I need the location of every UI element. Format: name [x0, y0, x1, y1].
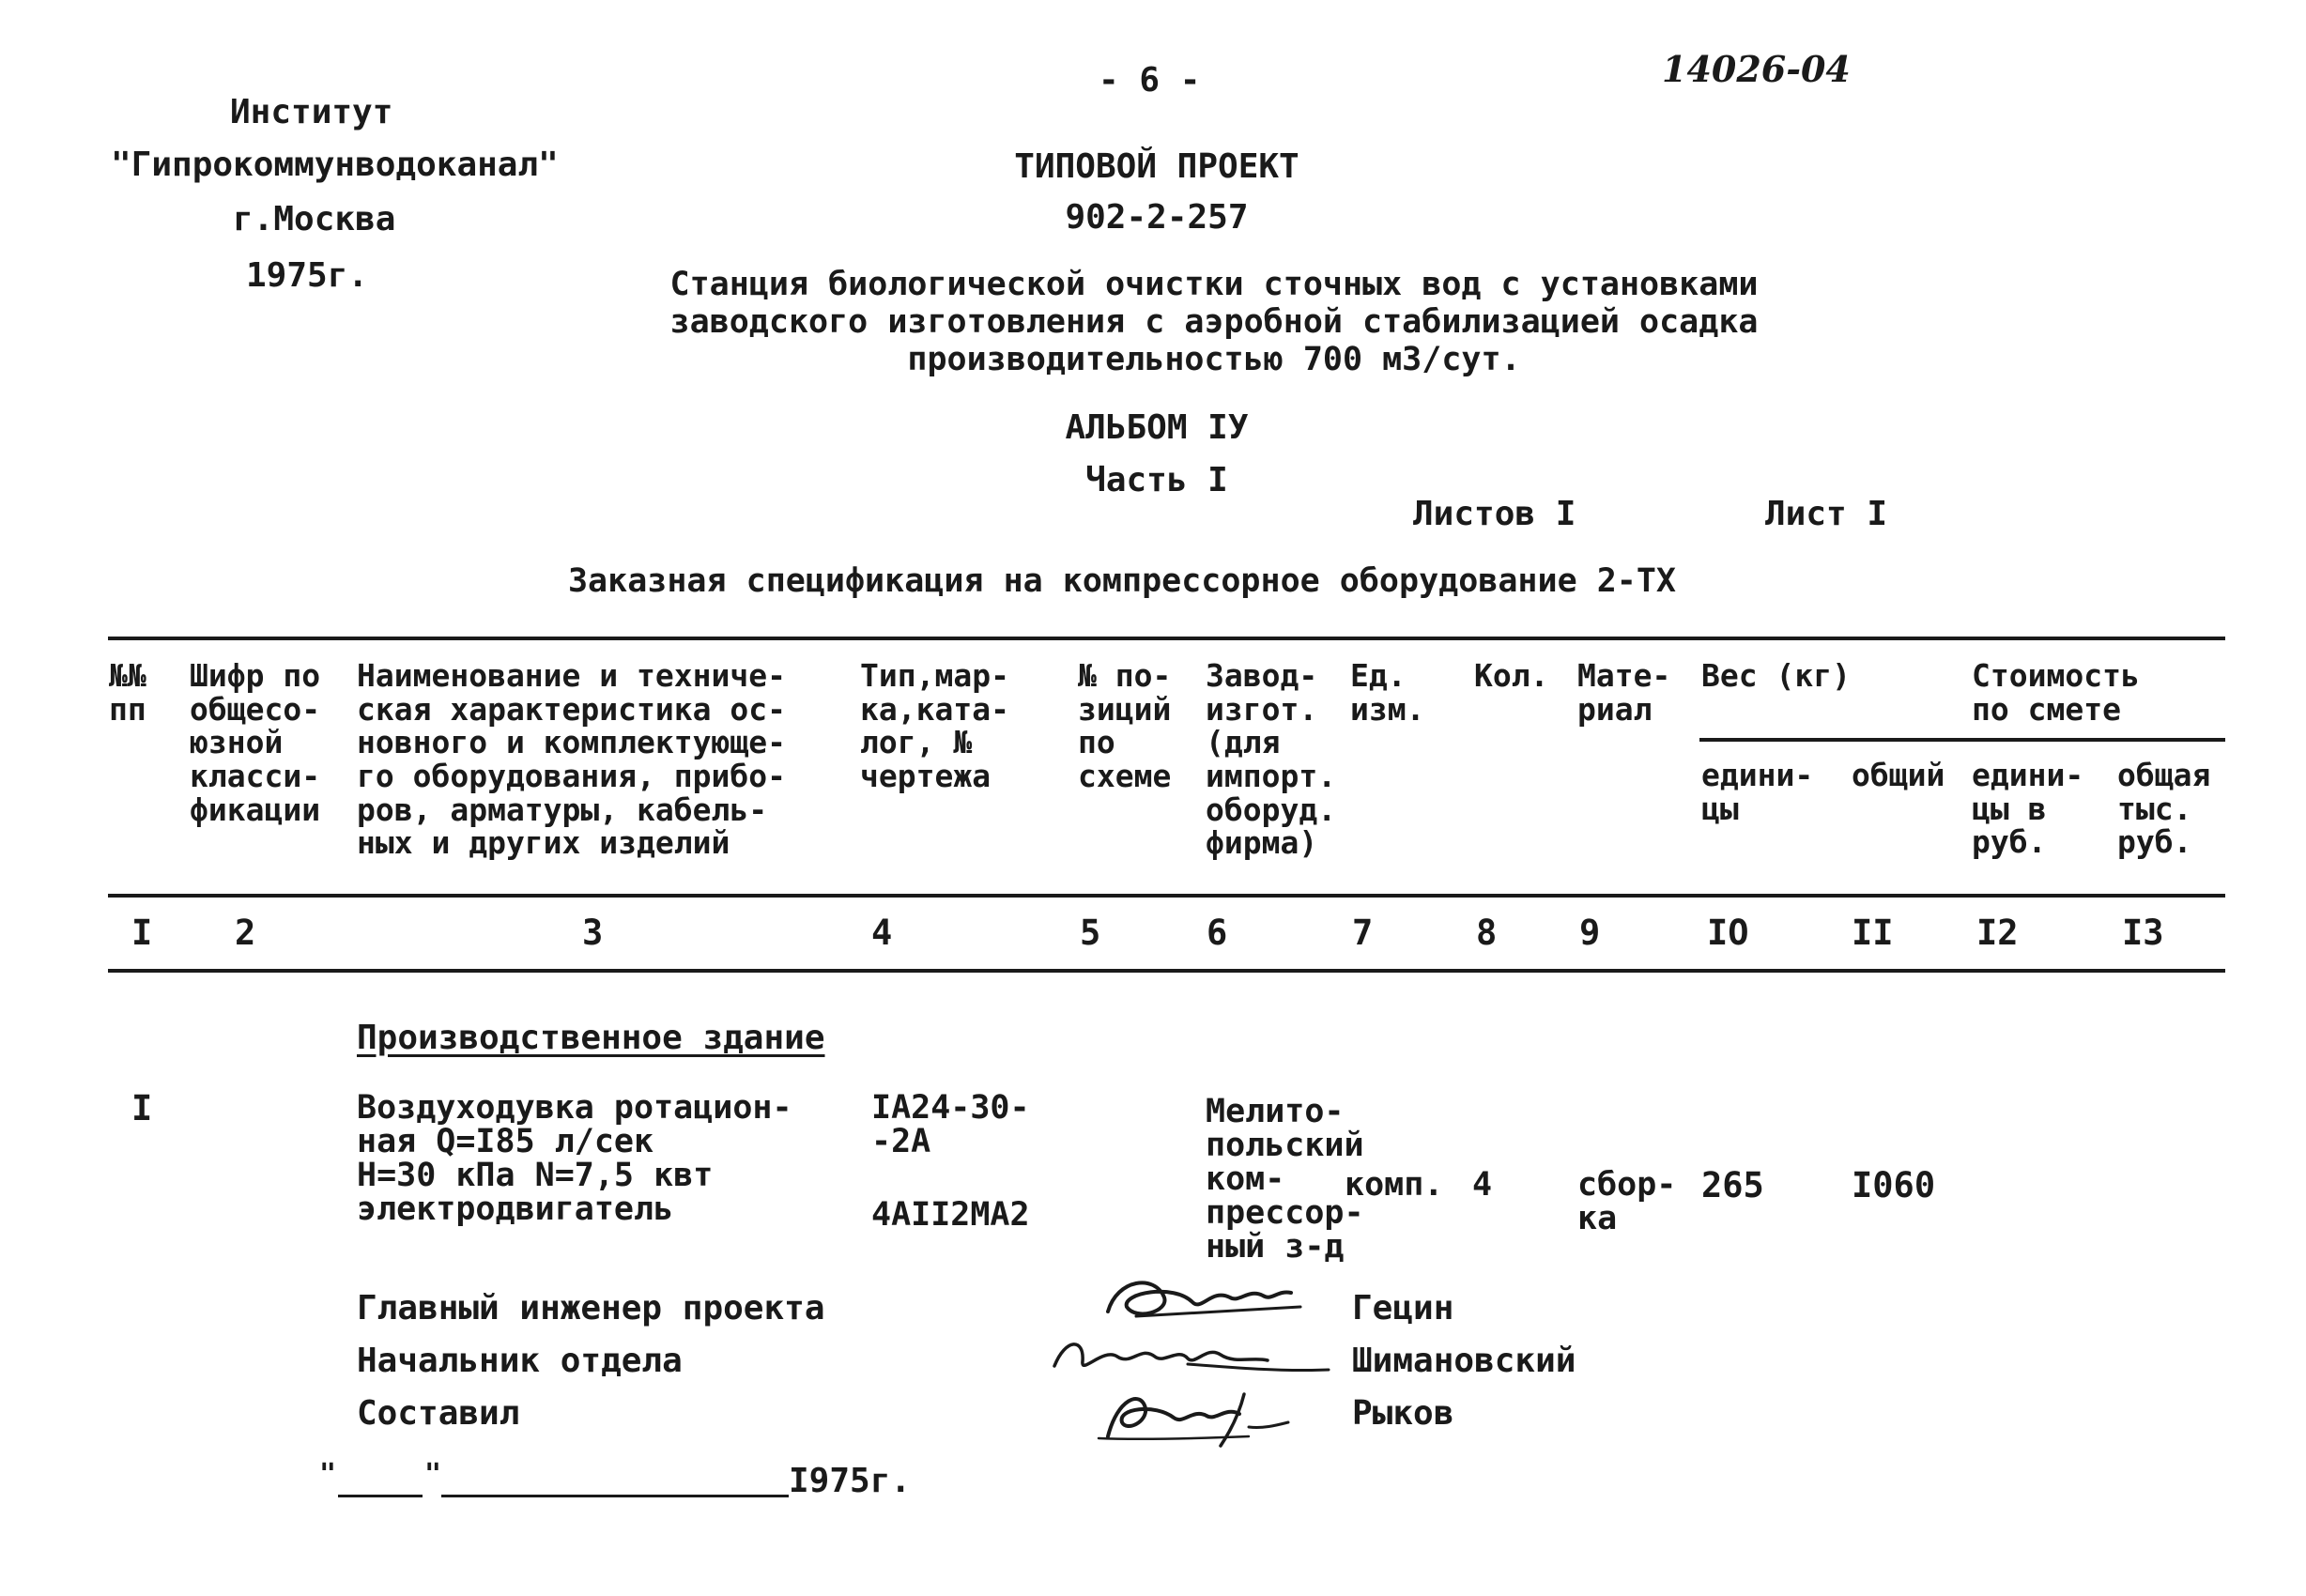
institute-city: г.Москва: [233, 200, 396, 238]
row-material: сбор- ка: [1577, 1166, 1677, 1238]
department-head-role: Начальник отдела: [357, 1342, 683, 1380]
column-number: 4: [871, 913, 893, 953]
header-col-scheme-position: № по- зиций по схеме: [1078, 657, 1172, 794]
header-col-name: Наименование и техниче- ская характеристика ос- новного и комплектующе- го оборудования, прибо- ров, арматуры, кабель- ных и других изделий: [357, 657, 786, 862]
table-top-rule: [108, 637, 2225, 640]
column-number: I3: [2122, 913, 2164, 953]
column-number: I: [131, 913, 153, 953]
column-number: 8: [1476, 913, 1498, 953]
column-number: 6: [1207, 913, 1228, 953]
chief-engineer-name: Гецин: [1352, 1289, 1454, 1327]
row-type-line-2: 4АII2МА2: [871, 1196, 1030, 1234]
header-col-cost-total: общая тыс. руб.: [2117, 757, 2211, 861]
header-col-classification-code: Шифр по общесо- юзной класси- фикации: [190, 657, 321, 828]
header-col-unit: Ед. изм.: [1350, 657, 1425, 728]
weight-cost-subheader-rule: [1699, 738, 2225, 742]
institute-name: "Гипрокоммунводоканал": [111, 146, 559, 184]
date-day-blank: [338, 1495, 423, 1497]
compiled-by-role: Составил: [357, 1394, 520, 1433]
document-code: 14026-04: [1662, 48, 1851, 90]
chief-engineer-signature: [1099, 1269, 1314, 1335]
header-col-position: №№ пп: [109, 657, 146, 728]
header-group-weight: Вес (кг): [1701, 657, 1851, 694]
header-col-quantity: Кол.: [1474, 657, 1549, 694]
column-number: 5: [1080, 913, 1101, 953]
project-number: 902-2-257: [1065, 198, 1249, 237]
header-group-cost: Стоимость по смете: [1972, 657, 2140, 728]
header-col-type: Тип,мар- ка,ката- лог, № чертежа: [860, 657, 1009, 794]
institute-year: 1975г.: [246, 256, 369, 295]
department-head-name: Шимановский: [1352, 1342, 1576, 1380]
sheets-total: Листов I: [1413, 495, 1576, 533]
row-name: Воздуходувка ротацион- ная Q=I85 л/сек Н=30 кПа N=7,5 квт электродвигатель: [357, 1089, 792, 1229]
row-unit: комп.: [1345, 1166, 1444, 1204]
institute-label: Институт: [230, 93, 393, 131]
section-heading: Производственное здание: [357, 1019, 825, 1057]
project-description-line-2: заводского изготовления с аэробной стабилизацией осадка: [669, 303, 1759, 341]
album-label: АЛЬБОМ IУ: [1065, 408, 1249, 447]
column-number: 9: [1579, 913, 1601, 953]
row-type-line-1: IА24-30- -2А: [871, 1089, 1030, 1161]
project-type: ТИПОВОЙ ПРОЕКТ: [1014, 147, 1299, 186]
date-year: I975г.: [789, 1462, 912, 1500]
header-col-weight-total: общий: [1852, 757, 1945, 793]
header-col-material: Мате- риал: [1577, 657, 1671, 728]
column-number: 3: [582, 913, 604, 953]
date-quote-open: ": [319, 1458, 337, 1491]
column-number: IO: [1707, 913, 1749, 953]
sheet-number: Лист I: [1765, 495, 1888, 533]
header-col-weight-unit: едини- цы: [1701, 757, 1814, 827]
project-description-line-1: Станция биологической очистки сточных вод с установками: [669, 266, 1759, 303]
part-label: Часть I: [1085, 461, 1228, 499]
column-number: 2: [235, 913, 256, 953]
project-description-line-3: производительностью 700 м3/сут.: [907, 341, 1521, 378]
compiled-by-name: Рыков: [1352, 1394, 1454, 1433]
chief-engineer-role: Главный инженер проекта: [357, 1289, 825, 1327]
department-head-signature: [1047, 1328, 1338, 1385]
header-col-cost-unit: едини- цы в руб.: [1972, 757, 2084, 861]
compiled-by-signature: [1089, 1380, 1305, 1455]
row-quantity: 4: [1472, 1166, 1493, 1204]
row-weight-unit: 265: [1701, 1165, 1764, 1205]
column-number: II: [1852, 913, 1894, 953]
page-number: - 6 -: [1099, 61, 1201, 100]
date-month-blank: [441, 1495, 789, 1497]
row-position: I: [131, 1088, 153, 1128]
column-number: I2: [1976, 913, 2019, 953]
column-number: 7: [1352, 913, 1374, 953]
header-bottom-rule: [108, 894, 2225, 898]
date-quote-close: ": [424, 1458, 442, 1491]
header-col-manufacturer: Завод- изгот. (для импорт. оборуд. фирма): [1206, 657, 1337, 862]
row-manufacturer: Мелито- польский ком- прессор- ный з-д: [1206, 1093, 1364, 1266]
specification-title: Заказная спецификация на компрессорное оборудование 2-ТХ: [567, 562, 1677, 600]
row-weight-total: I060: [1852, 1165, 1936, 1205]
column-numbers-bottom-rule: [108, 969, 2225, 973]
